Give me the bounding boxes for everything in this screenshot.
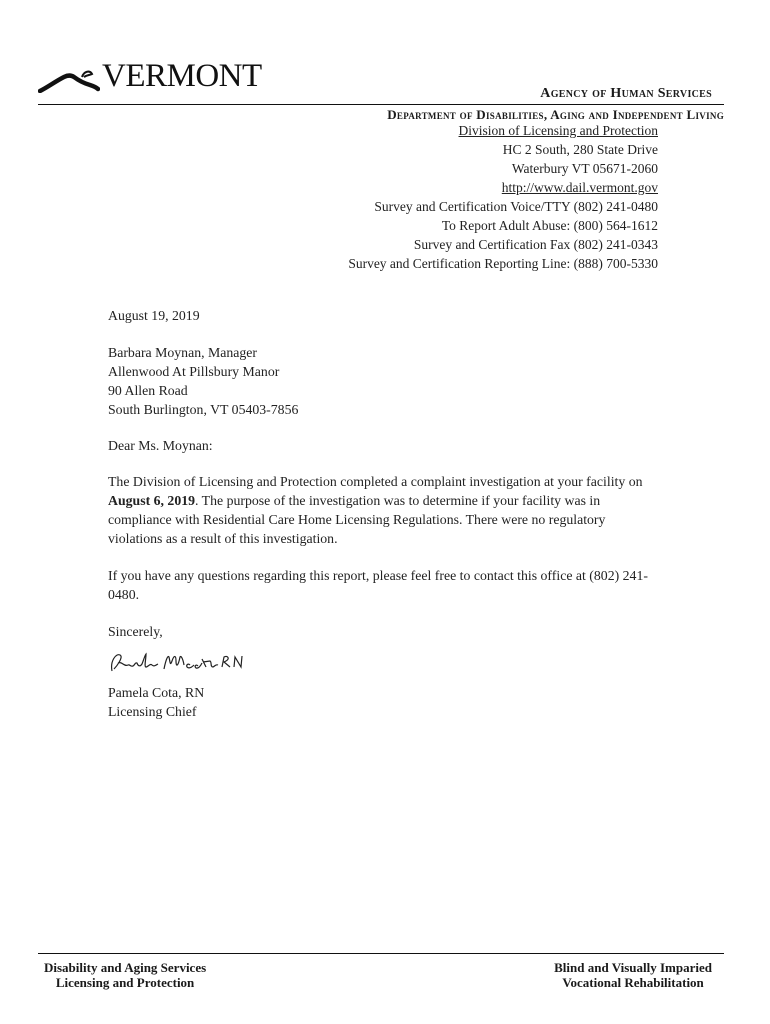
footer-right-line-1: Blind and Visually Imparied <box>554 960 712 975</box>
recipient-block <box>108 343 648 419</box>
department-name: Department of Disabilities, Aging and Independent Living <box>387 107 724 122</box>
recipient-city: South Burlington, VT 05403-7856 <box>108 402 299 417</box>
handwritten-signature <box>106 645 648 679</box>
signer-title: Licensing Chief <box>108 704 197 719</box>
contact-block <box>348 121 658 273</box>
agency-name: Agency of Human Services <box>540 86 712 101</box>
vermont-logo <box>38 60 262 93</box>
paragraph-investigation <box>108 472 648 548</box>
reporting-line: Survey and Certification Reporting Line: (888) 700-5330 <box>348 256 658 271</box>
signer-name: Pamela Cota, RN <box>108 685 205 700</box>
abuse-phone: To Report Adult Abuse: (800) 564-1612 <box>441 218 658 233</box>
recipient-org: Allenwood At Pillsbury Manor <box>108 364 280 379</box>
closing: Sincerely, <box>108 624 163 639</box>
footer-left <box>44 960 206 990</box>
footer-right <box>554 960 712 990</box>
investigation-date: August 6, 2019 <box>108 493 196 508</box>
para1-text-start: The Division of Licensing and Protection completed a complaint investigation at your facility on <box>108 474 643 489</box>
letter-body <box>108 306 648 721</box>
recipient-name: Barbara Moynan, Manager <box>108 345 258 360</box>
salutation: Dear Ms. Moynan: <box>108 438 213 453</box>
footer-left-line-1: Disability and Aging Services <box>44 960 207 975</box>
address-line-2: Waterbury VT 05671-2060 <box>511 161 658 176</box>
footer-divider <box>38 953 724 954</box>
paragraph-contact: If you have any questions regarding this report, please feel free to contact this office at (802) 241-0480. <box>108 568 648 602</box>
signature-icon <box>106 645 256 679</box>
website-link[interactable]: http://www.dail.vermont.gov <box>501 180 658 195</box>
division-name: Division of Licensing and Protection <box>458 123 658 138</box>
para1-text-end: . The purpose of the investigation was to determine if your facility was in compliance with Residential Care Home Licensing Regulations. There were no regulatory violations as a result of this investigation. <box>108 493 606 546</box>
footer-left-line-2: Licensing and Protection <box>55 975 195 990</box>
address-line-1: HC 2 South, 280 State Drive <box>502 142 658 157</box>
survey-fax: Survey and Certification Fax (802) 241-0343 <box>413 237 658 252</box>
letter-date: August 19, 2019 <box>108 308 200 323</box>
logo-text: VERMONT <box>102 58 262 94</box>
mountain-logo-icon <box>38 63 100 93</box>
recipient-street: 90 Allen Road <box>108 383 188 398</box>
header-divider <box>38 104 724 105</box>
survey-phone: Survey and Certification Voice/TTY (802) 241-0480 <box>374 199 658 214</box>
footer-right-line-2: Vocational Rehabilitation <box>562 975 704 990</box>
